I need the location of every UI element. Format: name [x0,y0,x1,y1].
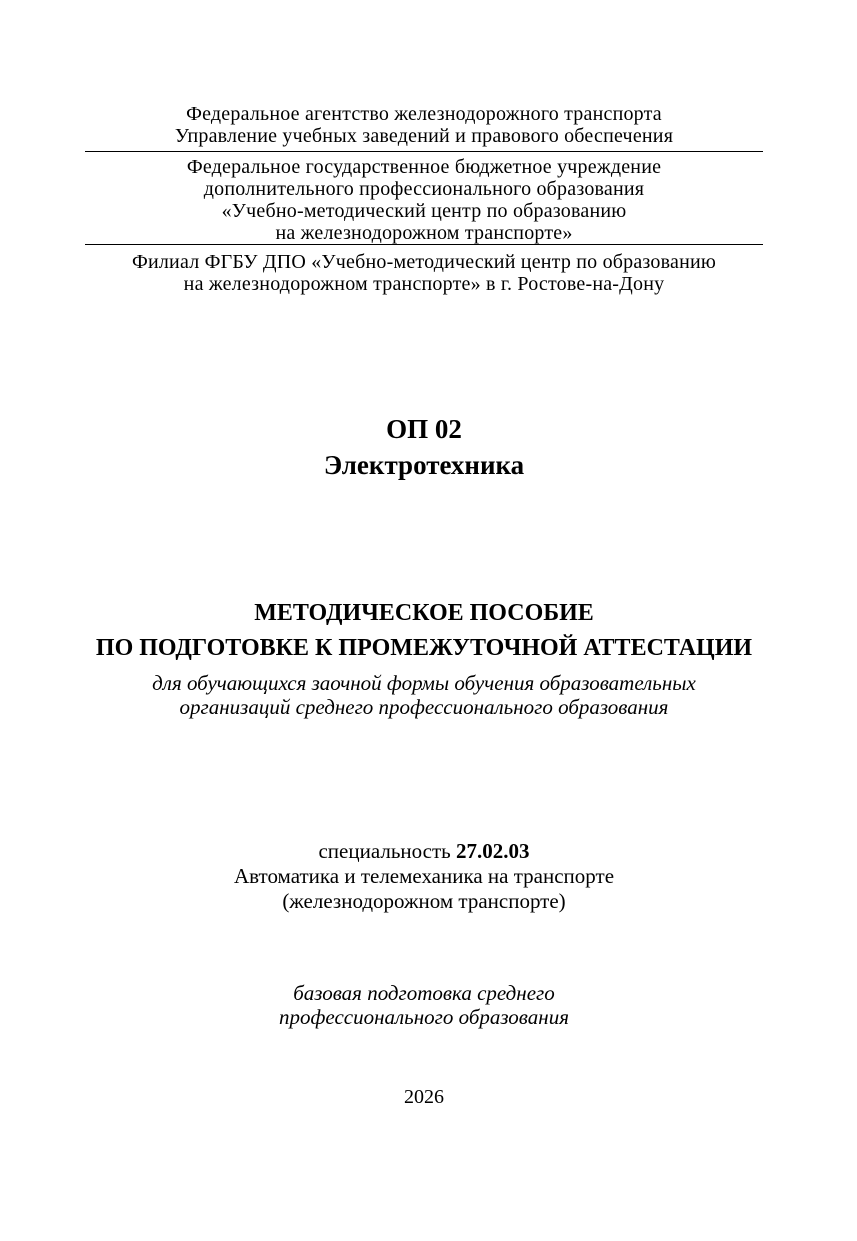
specialty-name-line1: Автоматика и телемеханика на транспорте [233,864,615,888]
course-title: Электротехника [323,450,525,480]
specialty-block [85,839,763,914]
specialty-name-line2: (железнодорожном транспорте) [282,889,566,913]
course-code: ОП 02 [386,414,462,444]
training-line2: профессионального образования [279,1005,569,1029]
year-block [85,1085,763,1109]
document-title-line2: ПО ПОДГОТОВКЕ К ПРОМЕЖУТОЧНОЙ АТТЕСТАЦИИ [95,635,753,661]
publication-year: 2026 [404,1086,444,1108]
org-institution-block [85,156,763,244]
specialty-label: специальность [318,839,451,863]
document-subtitle-line2: организаций среднего профессионального образования [179,695,669,719]
document-subtitle-block [85,671,763,719]
specialty-line [85,839,763,864]
document-title-block [85,596,763,666]
org-branch-line2: на железнодорожном транспорте» в г. Ростове-на-Дону [183,273,665,295]
org-institution-line4: на железнодорожном транспорте» [275,222,573,244]
org-institution-line2: дополнительного профессионального образования [203,178,645,200]
training-line1: базовая подготовка среднего [293,981,555,1005]
separator-line-bottom [85,244,763,245]
org-branch-line1: Филиал ФГБУ ДПО «Учебно-методический центр по образованию [131,251,717,273]
org-agency-line2: Управление учебных заведений и правового обеспечения [174,125,674,147]
specialty-code: 27.02.03 [456,839,530,863]
document-subtitle-line1: для обучающихся заочной формы обучения образовательных [152,671,696,695]
org-institution-line3: «Учебно-методический центр по образованию [221,200,627,222]
separator-line-top [85,151,763,152]
org-institution-line1: Федеральное государственное бюджетное учреждение [186,156,662,178]
training-block [85,981,763,1029]
course-title-block [85,411,763,483]
org-branch-block [85,251,763,295]
org-agency-block [85,103,763,147]
document-title-line1: МЕТОДИЧЕСКОЕ ПОСОБИЕ [254,600,594,626]
org-agency-line1: Федеральное агентство железнодорожного транспорта [186,103,662,125]
